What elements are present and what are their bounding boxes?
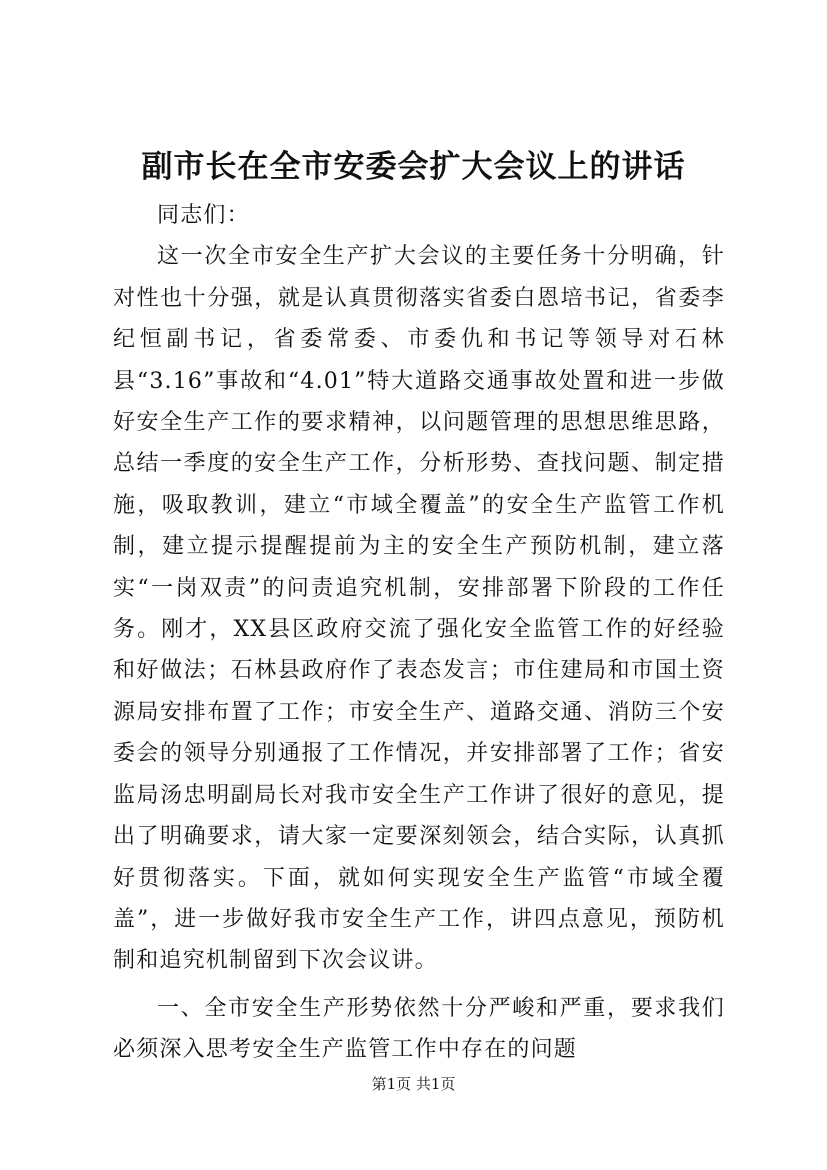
section-heading: 一、全市安全生产形势依然十分严峻和严重，要求我们必须深入思考安全生产监管工作中存在的问题 (113, 995, 725, 1063)
salutation: 同志们： (157, 203, 250, 228)
page-footer: 第1页 共1页 (371, 1075, 456, 1093)
document-title: 副市长在全市安委会扩大会议上的讲话 (141, 149, 686, 185)
document-body (113, 195, 725, 1071)
paragraph: 这一次全市安全生产扩大会议的主要任务十分明确，针对性也十分强，就是认真贯彻落实省委白恩培书记，省委李纪恒副书记，省委常委、市委仇和书记等领导对石林县“3.16”事故和“4.01”特大道路交通事故处置和进一步做好安全生产工作的要求精神，以问题管理的思想思维思路，总结一季度的安全生产工作，分析形势、查找问题、制定措施，吸取教训，建立“市域全覆盖”的安全生产监管工作机制，建立提示提醒提前为主的安全生产预防机制，建立落实“一岗双责”的问责追究机制，安排部署下阶段的工作任务。刚才，XX县区政府交流了强化安全监管工作的好经验和好做法；石林县政府作了表态发言；市住建局和市国土资源局安排布置了工作；市安全生产、道路交通、消防三个安委会的领导分别通报了工作情况，并安排部署了工作；省安监局汤忠明副局长对我市安全生产工作讲了很好的意见，提出了明确要求，请大家一定要深刻领会，结合实际，认真抓好贯彻落实。下面，就如何实现安全生产监管“市域全覆盖”，进一步做好我市安全生产工作，讲四点意见，预防机制和追究机制留到下次会议讲。 (113, 244, 725, 974)
